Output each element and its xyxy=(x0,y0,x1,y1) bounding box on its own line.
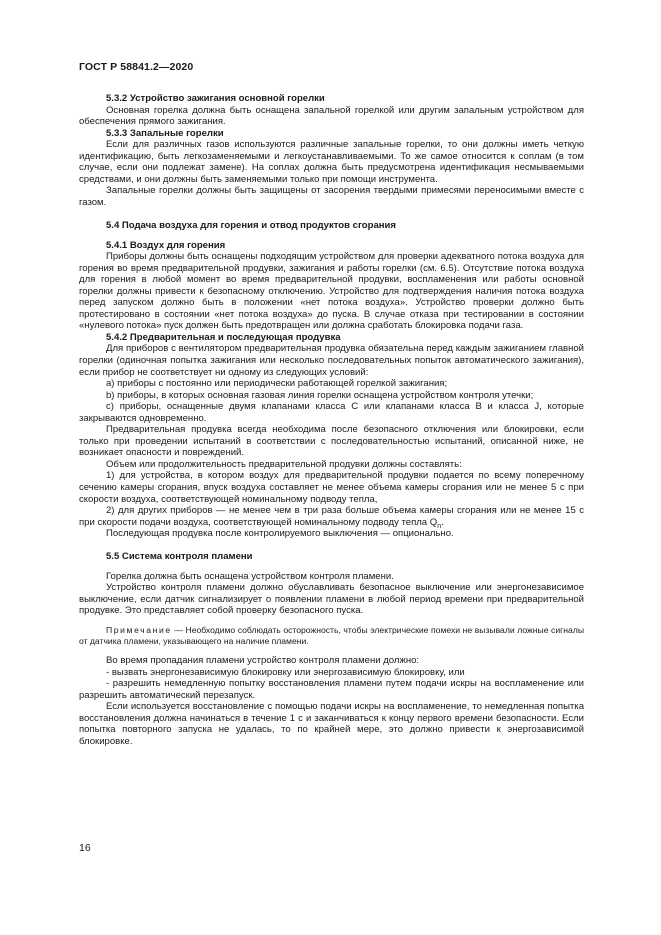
section-title-5-4: 5.4 Подача воздуха для горения и отвод продуктов сгорания xyxy=(106,219,396,231)
note-label: Примечание xyxy=(106,624,172,635)
paragraph: Во время пропадания пламени устройство контроля пламени должно: xyxy=(106,654,420,666)
paragraph: Устройство контроля пламени должно обуславливать безопасное выключение или энергонезависимое выключение, если датчик сигнализирует о появлении пламени в любой период времени при предварительной продувке. Это представляет собой проверку безопасного пуска. xyxy=(79,582,584,617)
list-item xyxy=(79,505,584,528)
list-item: - разрешить немедленную попытку восстановления пламени путем подачи искры на воспламенение или разрешить автоматический перезапуск. xyxy=(79,678,584,701)
subscript: n xyxy=(437,522,442,530)
list-item: - вызвать энергонезависимую блокировку или энергозависимую блокировку, или xyxy=(106,666,465,678)
paragraph: Горелка должна быть оснащена устройством контроля пламени. xyxy=(106,570,394,582)
note-text: — Необходимо соблюдать осторожность, чтобы электрические помехи не вызывали ложные сигналы от датчика пламени, указывающего на наличие пламени. xyxy=(79,624,584,646)
page-number: 16 xyxy=(79,842,91,854)
paragraph: Запальные горелки должны быть защищены от засорения твердыми примесями переносимыми вместе с газом. xyxy=(79,185,584,208)
document-header: ГОСТ Р 58841.2—2020 xyxy=(79,61,194,73)
paragraph: Основная горелка должна быть оснащена запальной горелкой или другим запальным устройством для обеспечения прямого зажигания. xyxy=(79,104,584,128)
paragraph: Приборы должны быть оснащены подходящим устройством для проверки адекватного потока воздуха для горения во время предварительной продувки, зажигания и работы горелки (см. 6.5). Отсутствие потока воздуха для горения в любой момент во время предварительной продувки, воспламенения или работы основной горелки должны привести к безопасному отключению. Устройство для подтверждения наличия потока воздуха перед запуском должно быть в положении «нет потока воздуха». Устройство проверки должно быть протестировано в состоянии «нет потока воздуха» до пуска. В случае отказа при тестировании в состоянии «нулевого потока» пуск должен быть предотвращен или должна сработать блокировка подачи газа. xyxy=(79,251,584,332)
paragraph: Если для различных газов используются различные запальные горелки, то они должны иметь четкую идентификацию, быть легкозаменяемыми и легкоустанавливаемыми. То же самое относится к соплам (в том случае, если они подлежат замене). На соплах должна быть предусмотрена идентификация несмываемыми средствами, и они должны быть заменяемыми только при помощи инструмента. xyxy=(79,139,584,185)
section-title-5-3-3: 5.3.3 Запальные горелки xyxy=(106,127,224,139)
document-body xyxy=(79,93,584,747)
list-item: а) приборы с постоянно или периодически работающей горелкой зажигания; xyxy=(106,378,448,390)
paragraph: Объем или продолжительность предварительной продувки должны составлять: xyxy=(106,458,462,470)
note xyxy=(79,625,584,647)
section-title-5-4-1: 5.4.1 Воздух для горения xyxy=(106,239,226,251)
punctuation: . xyxy=(441,516,444,528)
paragraph: Предварительная продувка всегда необходима после безопасного отключения или блокировки, если только при проведении испытаний в соответствии с последовательностью испытаний, описанной ниже, не возникает опасности и повреждений. xyxy=(79,424,584,459)
section-title-5-4-2: 5.4.2 Предварительная и последующая продувка xyxy=(106,331,341,343)
section-title-5-3-2: 5.3.2 Устройство зажигания основной горелки xyxy=(106,93,325,104)
paragraph: Последующая продувка после контролируемого выключения — опционально. xyxy=(106,528,454,540)
paragraph: Для приборов с вентилятором предварительная продувка обязательна перед каждым зажиганием главной горелки (одиночная попытка зажигания или несколько последовательных попыток автоматического зажигания), если прибор не соответствует ни одному из следующих условий: xyxy=(79,343,584,378)
list-item: b) приборы, в которых основная газовая линия горелки оснащена устройством контроля утечки; xyxy=(106,389,534,401)
list-item: 1) для устройства, в котором воздух для предварительной продувки подается по всему поперечному сечению камеры сгорания, впуск воздуха составляет не менее объема камеры сгорания или не менее 5 с при скорости воздуха, соответствующей номинальному подводу тепла, xyxy=(79,470,584,505)
list-item: с) приборы, оснащенные двумя клапанами класса С или клапанами класса В и класса J, которые закрываются одновременно. xyxy=(79,401,584,424)
paragraph: Если используется восстановление с помощью подачи искры на воспламенение, то немедленная попытка восстановления должна начинаться в течение 1 с и заканчиваться к концу первого времени безопасности. Если попытка повторного запуска не удалась, то по крайней мере, это должно привести к энергозависимой блокировке. xyxy=(79,701,584,747)
list-item-text: 2) для других приборов — не менее чем в три раза больше объема камеры сгорания или не менее 15 с при скорости подачи воздуха, соответствующей номинальному подводу тепла Q xyxy=(79,505,584,528)
section-title-5-5: 5.5 Система контроля пламени xyxy=(106,551,253,563)
